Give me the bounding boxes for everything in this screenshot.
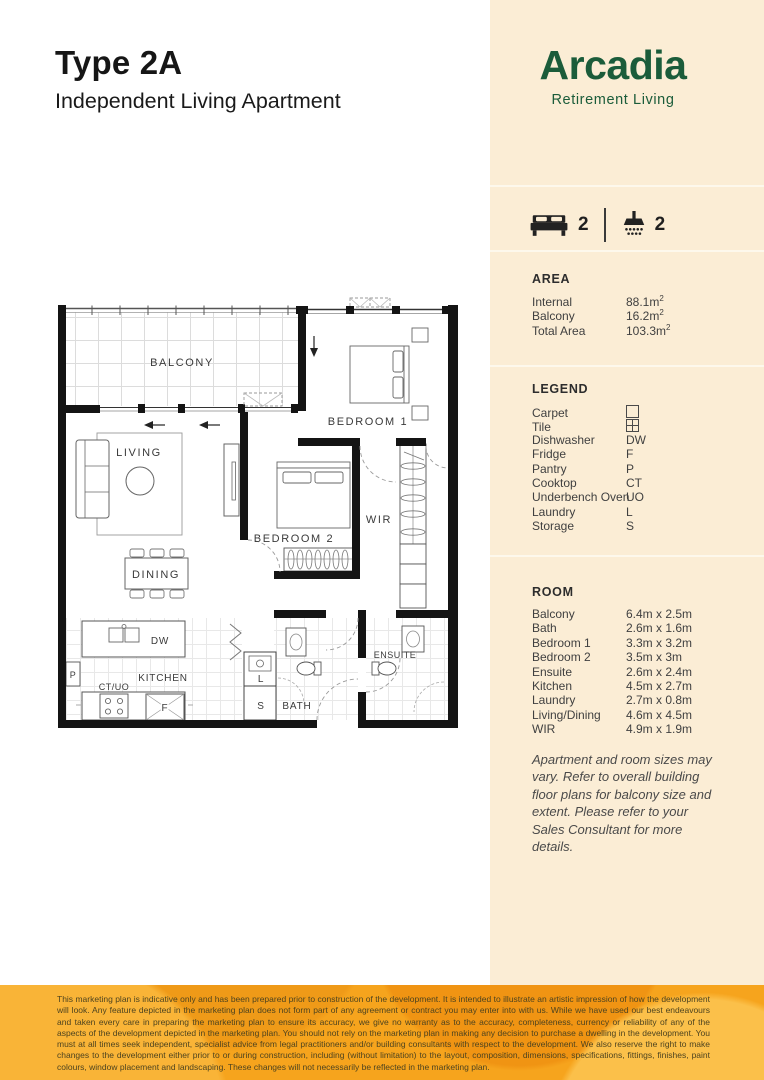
room-label: Kitchen: [532, 678, 573, 693]
area-value: $16.2m^2$: [626, 308, 664, 324]
tile-swatch: [626, 419, 639, 432]
room-row: [532, 722, 764, 736]
room-section: [490, 555, 764, 856]
area-heading: AREA: [532, 272, 571, 286]
legend-row: [532, 404, 764, 418]
stats-row: [490, 185, 764, 250]
brand-tagline: Retirement Living: [551, 92, 675, 108]
room-row: [532, 679, 764, 693]
bath-count: 2: [654, 214, 666, 235]
area-label: Internal: [532, 295, 573, 309]
legend-label: Dishwasher: [532, 432, 595, 447]
label-storage: S: [257, 701, 265, 712]
area-value: $103.3m^2$: [626, 322, 671, 338]
sidebar: [490, 0, 764, 985]
legend-code: S: [626, 519, 635, 534]
room-label: Balcony: [532, 607, 575, 621]
disclaimer-text: This marketing plan is indicative only and has been prepared prior to construction of the development. It is intended to illustrate an artistic impression of how the development will look. Any feature depicted in the marketing plan does not form part of any agreement or contract you may enter into with us. While we have used our best endeavours and taken every care in preparing the marketing plan to ensure its accuracy, we give no warranty as to the accuracy, completeness, currency or reliability of any of the aspects of the development depicted in the marketing plan. You should not rely on the marketing plan in making any decision to purchase a dwelling in the development. You must at all times seek independent, specialist advice from legal practitioners and/or building consultants with respect to the development. We also reserve the right to make changes to the development either prior to or during construction, including (without limitation) to the layout, composition, dimensions, specifications, fittings, finishes, paint colours, window placement and landscaping. These changes will not necessarily be reflected in the marketing plan.: [57, 994, 710, 1072]
bed-icon: [528, 212, 570, 238]
shower-icon: [621, 211, 647, 239]
stats-divider: [604, 208, 606, 242]
bedroom1-window: [298, 298, 458, 314]
room-size: 2.7m x 0.8m: [626, 693, 693, 708]
area-row: [532, 323, 764, 337]
legend-code: L: [626, 504, 633, 519]
room-row: [532, 650, 764, 664]
label-cooktop-oven: CT/UO: [98, 682, 130, 692]
legend-row: [532, 476, 764, 490]
legend-label: Storage: [532, 519, 575, 534]
legend-label: Underbench Oven: [532, 490, 630, 505]
label-balcony: BALCONY: [150, 357, 214, 369]
bedroom2-furniture: [277, 462, 356, 571]
room-row: [532, 607, 764, 621]
room-label: Living/Dining: [532, 707, 601, 722]
label-ensuite: ENSUITE: [373, 650, 417, 660]
legend-label: Tile: [532, 420, 551, 435]
page-title: Type 2A: [55, 44, 183, 81]
room-size: 2.6m x 1.6m: [626, 621, 693, 636]
room-label: WIR: [532, 722, 556, 737]
legend-row: [532, 462, 764, 476]
room-label: Bedroom 2: [532, 650, 591, 665]
area-row: [532, 294, 764, 308]
legend-code: P: [626, 461, 635, 476]
legend-section: [490, 365, 764, 555]
area-label: Balcony: [532, 309, 575, 324]
room-row: [532, 665, 764, 679]
room-size: 6.4m x 2.5m: [626, 607, 693, 621]
room-row: [532, 621, 764, 635]
brand-block: [490, 0, 764, 185]
sizes-note: Apartment and room sizes may vary. Refer to overall building floor plans for balcony size and extent. Please refer to your Sales Consultant for more details.: [532, 751, 712, 855]
page-subtitle: Independent Living Apartment: [55, 89, 341, 113]
label-living: LIVING: [116, 447, 162, 459]
floor-plan: [52, 294, 462, 730]
label-kitchen: KITCHEN: [138, 673, 188, 684]
legend-code: CT: [626, 475, 642, 490]
label-fridge: F: [161, 703, 169, 714]
room-size: 3.3m x 3.2m: [626, 635, 693, 650]
legend-heading: LEGEND: [532, 382, 589, 396]
legend-code: UO: [626, 490, 644, 505]
brand-logo: Arcadia: [539, 42, 687, 88]
room-size: 3.5m x 3m: [626, 650, 683, 665]
legend-label: Carpet: [532, 406, 569, 420]
legend-row: [532, 505, 764, 519]
room-size: 4.6m x 4.5m: [626, 707, 693, 722]
legend-label: Fridge: [532, 447, 567, 462]
legend-label: Cooktop: [532, 475, 577, 490]
label-dining: DINING: [131, 569, 181, 581]
room-row: [532, 693, 764, 707]
label-wir: WIR: [365, 514, 393, 526]
area-section: [490, 250, 764, 365]
area-row: [532, 308, 764, 322]
label-bedroom1: BEDROOM 1: [327, 416, 409, 428]
legend-code: F: [626, 447, 634, 462]
label-dishwasher: DW: [150, 636, 170, 647]
bed-count: 2: [578, 214, 589, 235]
footer-bar: [0, 985, 764, 1080]
room-row: [532, 636, 764, 650]
title-block: [55, 44, 341, 114]
label-laundry: L: [257, 674, 265, 685]
room-label: Ensuite: [532, 664, 573, 679]
carpet-swatch: [626, 405, 639, 418]
room-label: Bedroom 1: [532, 635, 591, 650]
room-label: Bath: [532, 621, 557, 636]
label-pantry: P: [69, 670, 77, 680]
legend-row: [532, 433, 764, 447]
legend-row: [532, 418, 764, 435]
room-label: Laundry: [532, 693, 576, 708]
room-row: [532, 708, 764, 722]
room-heading: ROOM: [532, 585, 574, 599]
legend-row: [532, 447, 764, 461]
legend-code: DW: [626, 432, 646, 447]
legend-label: Pantry: [532, 461, 567, 476]
room-size: 4.9m x 1.9m: [626, 722, 693, 737]
room-size: 2.6m x 2.4m: [626, 664, 693, 679]
area-label: Total Area: [532, 323, 586, 338]
area-value: $88.1m^2$: [626, 294, 664, 309]
wir-furniture: [400, 444, 426, 608]
room-size: 4.5m x 2.7m: [626, 678, 693, 693]
legend-row: [532, 519, 764, 533]
label-bedroom2: BEDROOM 2: [253, 533, 335, 545]
legend-row: [532, 490, 764, 504]
label-bath: BATH: [282, 701, 312, 712]
bedroom1-furniture: [350, 328, 428, 420]
legend-label: Laundry: [532, 504, 576, 519]
